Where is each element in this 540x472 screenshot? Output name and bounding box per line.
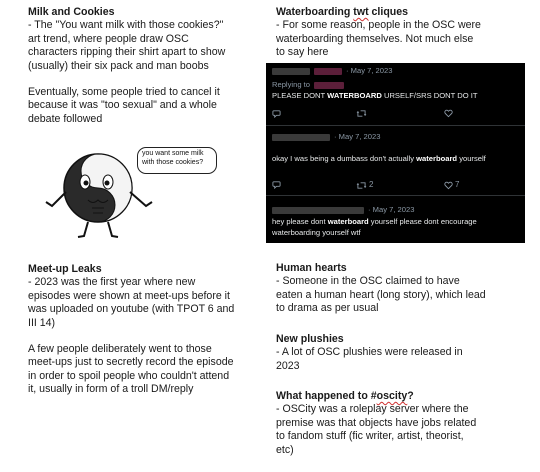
meetup-leaks-section xyxy=(28,263,268,397)
paragraph-line: (usually) their six pack and man boobs xyxy=(28,59,209,72)
new-plushies-section xyxy=(276,333,526,373)
like-icon xyxy=(444,181,453,190)
paragraph-line: episodes were shown at meet-ups before it xyxy=(28,289,230,302)
section-heading: New plushies xyxy=(276,333,344,345)
tweet-actions xyxy=(266,180,525,192)
paragraph-line: art trend, where people draw OSC xyxy=(28,32,189,45)
retweet-button[interactable] xyxy=(356,180,373,190)
section-heading: Waterboarding twt cliques xyxy=(276,6,409,18)
paragraph-line: to drama as per usual xyxy=(276,302,379,315)
paragraph-line: waterboarding themselves. Not much else xyxy=(276,32,474,45)
replying-to[interactable]: Replying to xyxy=(272,80,520,90)
misspelled-word: oscity xyxy=(376,390,408,402)
redacted-handle xyxy=(314,82,344,89)
paragraph-line: - OSCity was a roleplay server where the xyxy=(276,403,469,416)
bubble-line: with those cookies? xyxy=(142,158,204,166)
redacted-handle xyxy=(314,68,342,75)
bubble-line: you want some milk xyxy=(142,150,204,157)
like-count: 7 xyxy=(455,180,460,189)
tweet-text: PLEASE DONT WATERBOARD URSELF/SRS DONT DO IT xyxy=(272,91,478,100)
tweet-meta xyxy=(272,66,392,76)
paragraph-line: meet-ups just to secretly record the episode xyxy=(28,356,234,369)
tweet-actions xyxy=(266,109,525,121)
paragraph-line: - The "You want milk with those cookies?" xyxy=(28,19,224,32)
oscity-section xyxy=(276,390,526,457)
paragraph-line: it, usually in form of a troll DM/reply xyxy=(28,383,194,396)
reply-icon[interactable] xyxy=(272,180,281,189)
speech-bubble xyxy=(137,147,217,174)
tweet-text: hey please dont waterboard yourself please dont encourage xyxy=(272,217,477,226)
redacted-name xyxy=(272,207,364,214)
tweet-date: · May 7, 2023 xyxy=(346,66,393,75)
paragraph-line: - For some reason, people in the OSC were xyxy=(276,19,481,32)
paragraph-line: to fandom stuff (fic writer, artist, theorist, xyxy=(276,430,464,443)
redacted-name xyxy=(272,68,310,75)
paragraph-line: debate followed xyxy=(28,112,103,125)
paragraph-line: premise was that objects have jobs related xyxy=(276,416,477,429)
paragraph-line: was uploaded on youtube (with TPOT 6 and xyxy=(28,303,235,316)
paragraph-line: etc) xyxy=(276,443,294,456)
reply-icon[interactable] xyxy=(272,109,281,118)
human-hearts-section xyxy=(276,262,526,316)
tweet-text: waterboarding yourself wtf xyxy=(272,228,361,237)
like-icon[interactable] xyxy=(444,109,453,118)
paragraph-line: A few people deliberately went to those xyxy=(28,343,212,356)
section-heading: What happened to #oscity? xyxy=(276,390,414,402)
tweet-date: · May 7, 2023 xyxy=(334,132,381,141)
retweet-icon[interactable] xyxy=(356,109,367,118)
section-heading: Human hearts xyxy=(276,262,347,274)
paragraph-line: III 14) xyxy=(28,316,56,329)
paragraph-line: 2023 xyxy=(276,359,300,372)
paragraph-line: Eventually, some people tried to cancel it xyxy=(28,86,220,99)
paragraph-line: - 2023 was the first year where new xyxy=(28,276,196,289)
section-heading: Milk and Cookies xyxy=(28,6,115,18)
paragraph-line: eaten a human heart (long story), which lead xyxy=(276,288,486,301)
tweet-screenshot xyxy=(266,63,525,243)
tweet-meta xyxy=(272,132,380,142)
paragraph-line: because it was "too sexual" and a whole xyxy=(28,99,217,112)
redacted-name xyxy=(272,134,330,141)
section-heading: Meet-up Leaks xyxy=(28,263,102,275)
tweet-text: okay I was being a dumbass don't actually waterboard yourself xyxy=(272,154,486,163)
waterboarding-section xyxy=(276,6,526,60)
like-button[interactable] xyxy=(444,180,459,190)
tweet-date: · May 7, 2023 xyxy=(368,205,415,214)
paragraph-line: characters ripping their shirt apart to show xyxy=(28,46,226,59)
paragraph-line: to say here xyxy=(276,46,329,59)
retweet-count: 2 xyxy=(369,180,374,189)
milk-and-cookies-section xyxy=(28,6,268,126)
retweet-icon xyxy=(356,181,367,190)
tweet-meta xyxy=(272,205,414,215)
paragraph-line: - Someone in the OSC claimed to have xyxy=(276,275,460,288)
misspelled-word: twt xyxy=(353,6,369,18)
paragraph-line: in order to spoil people who couldn't attend xyxy=(28,369,230,382)
paragraph-line: - A lot of OSC plushies were released in xyxy=(276,346,463,359)
